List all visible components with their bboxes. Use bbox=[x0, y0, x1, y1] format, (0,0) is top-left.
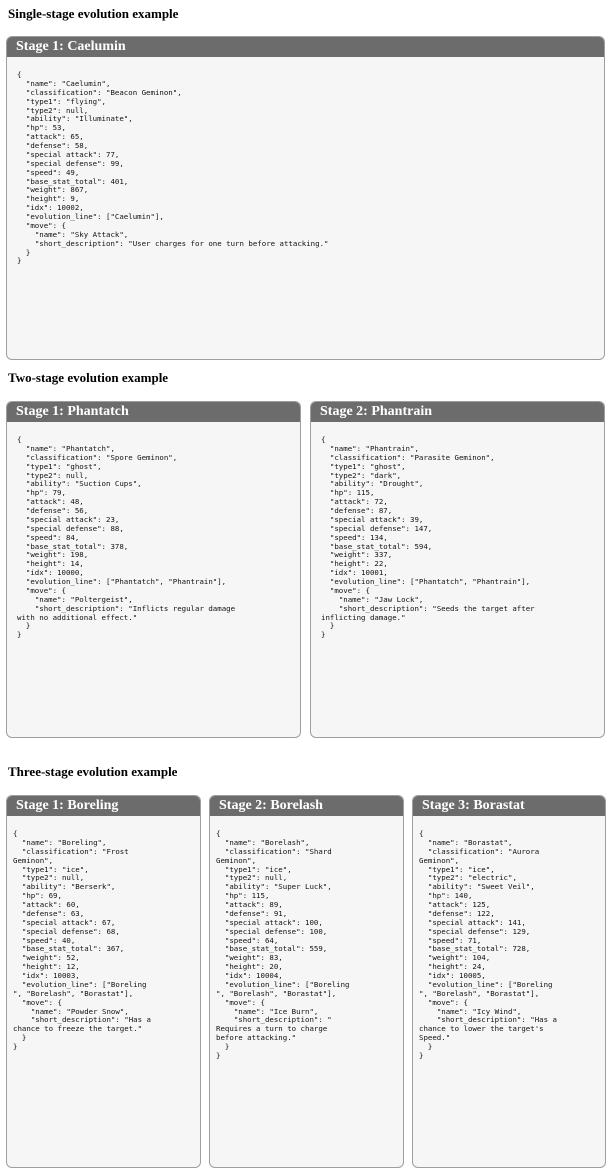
stage-card-caelumin bbox=[6, 36, 605, 360]
section-title-single-stage: Single-stage evolution example bbox=[8, 6, 179, 21]
json-code-block: { "name": "Borelash", "classification": "Shard Geminon", "type1": "ice", "type2": null, "ability": "Super Luck", "hp": 115, "attack": 89, "defense": 91, "special attack": 100, "special defense": 100, "speed": 64, "base_stat_total": 559, "weight": 83, "height": 20, "idx": 10004, "evolution_line": ["Boreling ", "Borelash", "Borastat"], "move": { "name": "Ice Burn", "short_description": " Requires a turn to charge before attacking." } } bbox=[216, 829, 350, 1060]
json-code-block: { "name": "Caelumin", "classification": "Beacon Geminon", "type1": "flying", "type2": null, "ability": "Illuminate", "hp": 53, "attack": 65, "defense": 58, "special attack": 77, "special defense": 99, "speed": 49, "base_stat_total": 401, "weight": 867, "height": 9, "idx": 10002, "evolution_line": ["Caelumin"], "move": { "name": "Sky Attack", "short_description": "User charges for one turn before attacking." } } bbox=[17, 70, 329, 266]
stage-card-phantrain bbox=[310, 401, 605, 738]
json-code-block: { "name": "Phantrain", "classification": "Parasite Geminon", "type1": "ghost", "type2": "dark", "ability": "Drought", "hp": 115, "attack": 72, "defense": 87, "special attack": 39, "special defense": 147, "speed": 134, "base_stat_total": 594, "weight": 337, "height": 22, "idx": 10001, "evolution_line": ["Phantatch", "Phantrain"], "move": { "name": "Jaw Lock", "short_description": "Seeds the target after inflicting damage." } } bbox=[321, 435, 535, 640]
card-header: Stage 1: Boreling bbox=[7, 796, 200, 816]
section-title-two-stage: Two-stage evolution example bbox=[8, 370, 169, 385]
stage-card-boreling bbox=[6, 795, 201, 1168]
card-header: Stage 1: Caelumin bbox=[7, 37, 604, 57]
json-code-block: { "name": "Phantatch", "classification": "Spore Geminon", "type1": "ghost", "type2": null, "ability": "Suction Cups", "hp": 79, "attack": 48, "defense": 56, "special attack": 23, "special defense": 88, "speed": 84, "base_stat_total": 378, "weight": 198, "height": 14, "idx": 10000, "evolution_line": ["Phantatch", "Phantrain"], "move": { "name": "Poltergeist", "short_description": "Inflicts regular damage with no additional effect." } } bbox=[17, 435, 236, 640]
section-title-three-stage: Three-stage evolution example bbox=[8, 764, 178, 779]
card-header: Stage 3: Borastat bbox=[413, 796, 605, 816]
stage-card-borelash bbox=[209, 795, 404, 1168]
stage-card-borastat bbox=[412, 795, 606, 1168]
card-header: Stage 2: Phantrain bbox=[311, 402, 604, 422]
json-code-block: { "name": "Boreling", "classification": "Frost Geminon", "type1": "ice", "type2": null, "ability": "Berserk", "hp": 69, "attack": 60, "defense": 63, "special attack": 67, "special defense": 68, "speed": 40, "base_stat_total": 367, "weight": 52, "height": 12, "idx": 10003, "evolution_line": ["Boreling ", "Borelash", "Borastat"], "move": { "name": "Powder Snow", "short_description": "Has a chance to freeze the target." } } bbox=[13, 829, 151, 1051]
card-header: Stage 1: Phantatch bbox=[7, 402, 300, 422]
stage-card-phantatch bbox=[6, 401, 301, 738]
json-code-block: { "name": "Borastat", "classification": "Aurora Geminon", "type1": "ice", "type2": "electric", "ability": "Sweet Veil", "hp": 140, "attack": 125, "defense": 122, "special attack": 141, "special defense": 129, "speed": 71, "base_stat_total": 728, "weight": 104, "height": 24, "idx": 10005, "evolution_line": ["Boreling ", "Borelash", "Borastat"], "move": { "name": "Icy Wind", "short_description": "Has a chance to lower the target's Speed." } } bbox=[419, 829, 557, 1060]
card-header: Stage 2: Borelash bbox=[210, 796, 403, 816]
